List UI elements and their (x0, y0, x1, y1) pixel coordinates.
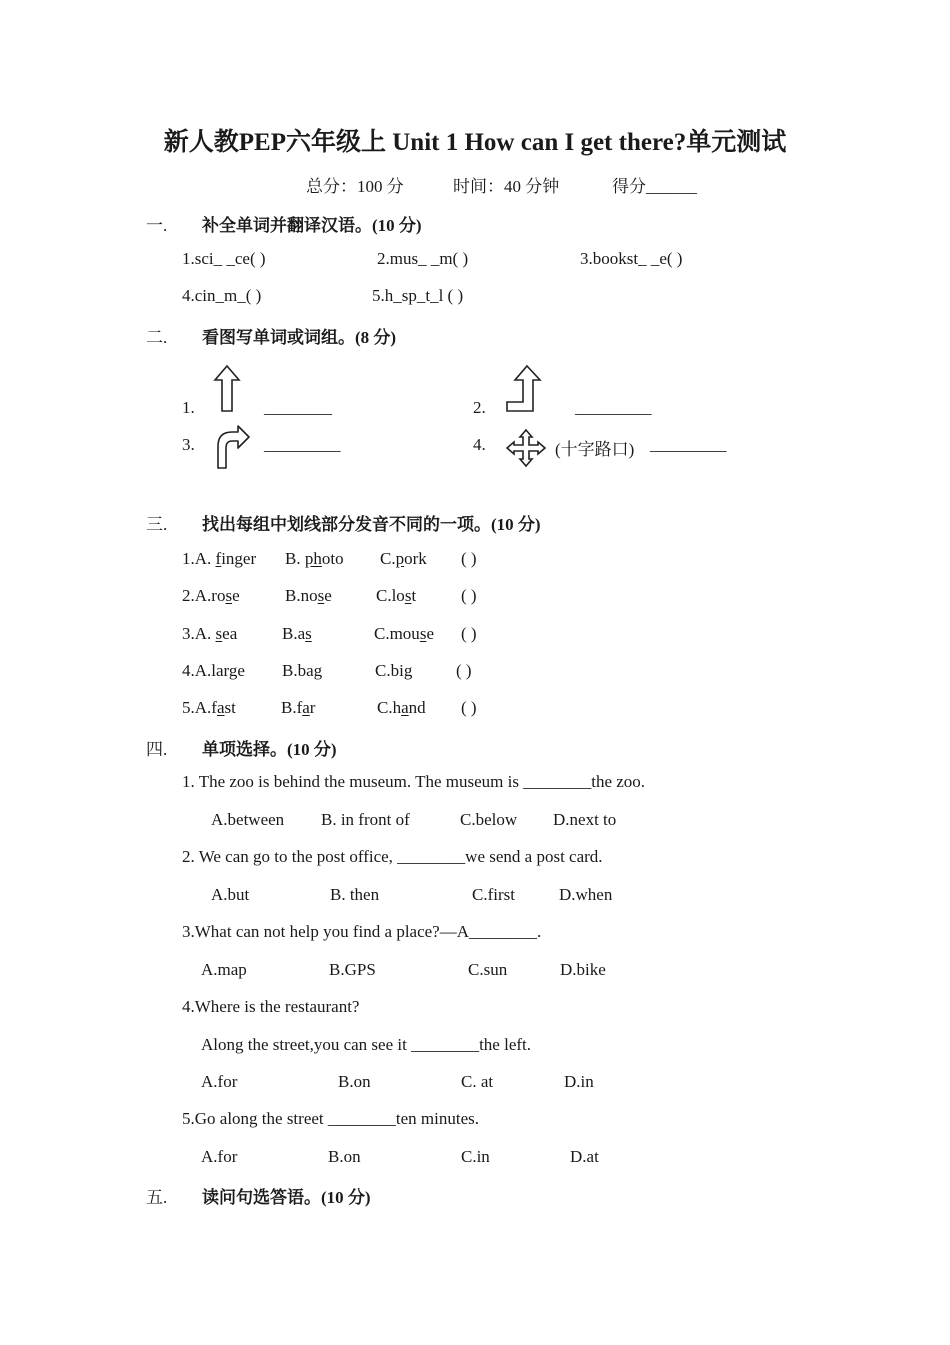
s3-row5-option-a: 5.A.fast (182, 698, 236, 717)
s4-q4-option-a: A.for (201, 1072, 238, 1091)
s4-question-4: 4.Where is the restaurant? (182, 997, 360, 1016)
s3-row3-option-a: 3.A. sea (182, 624, 238, 643)
s4-q1-option-a: A.between (211, 810, 285, 829)
s3-row3-option-c: C.mouse (374, 624, 434, 643)
s4-q2-option-d: D.when (559, 885, 613, 904)
section-4-number: 四. (146, 740, 168, 759)
s4-q3-option-a: A.map (201, 960, 247, 979)
s4-q5-option-d: D.at (570, 1147, 599, 1166)
s3-row1-option-b: B. photo (285, 549, 344, 568)
s2-item-1-blank: ________ (264, 398, 332, 417)
s3-row1-answer: ( ) (461, 549, 477, 568)
arrow-up-icon (212, 364, 242, 414)
s2-item-1-number: 1. (182, 398, 195, 417)
s4-q5-option-c: C.in (461, 1147, 490, 1166)
s4-q4-option-d: D.in (564, 1072, 594, 1091)
s4-q1-option-c: C.below (460, 810, 518, 829)
s1-item-2: 2.mus_ _m( ) (377, 249, 469, 268)
s3-row1-option-c: C.pork (380, 549, 427, 568)
s4-q2-option-c: C.first (472, 885, 515, 904)
score-field: 得分______ (612, 177, 697, 196)
s4-question-1: 1. The zoo is behind the museum. The museum is ________the zoo. (182, 772, 646, 791)
s4-q4-option-b: B.on (338, 1072, 371, 1091)
s3-row3-option-b: B.as (282, 624, 312, 643)
s4-q1-option-b: B. in front of (321, 810, 410, 829)
section-1-title: 补全单词并翻译汉语。(10 分) (202, 216, 422, 235)
s4-q3-option-d: D.bike (560, 960, 606, 979)
section-2-title: 看图写单词或词组。(8 分) (202, 328, 397, 347)
s3-row2-option-c: C.lost (376, 586, 417, 605)
s3-row4-answer: ( ) (456, 661, 472, 680)
s3-row5-answer: ( ) (461, 698, 477, 717)
s2-item-4-hint: (十字路口) (555, 440, 635, 459)
turn-left-arrow-icon (503, 364, 545, 414)
s4-q1-option-d: D.next to (553, 810, 617, 829)
s1-item-5: 5.h_sp_t_l ( ) (372, 286, 464, 305)
s4-q4-option-c: C. at (461, 1072, 494, 1091)
section-3-title: 找出每组中划线部分发音不同的一项。(10 分) (202, 515, 541, 534)
s4-q3-option-b: B.GPS (329, 960, 376, 979)
s3-row5-option-b: B.far (281, 698, 316, 717)
time-limit: 时间：40 分钟 (453, 177, 560, 196)
s3-row2-option-a: 2.A.rose (182, 586, 240, 605)
total-score: 总分：100 分 (306, 177, 404, 196)
s2-item-2-blank: _________ (575, 398, 652, 417)
s2-item-4-number: 4. (473, 435, 486, 454)
s1-item-1: 1.sci_ _ce( ) (182, 249, 266, 268)
s1-item-4: 4.cin_m_( ) (182, 286, 262, 305)
s2-item-4-blank: _________ (650, 435, 727, 454)
crossroads-icon (505, 428, 547, 468)
s2-item-3-blank: _________ (264, 435, 341, 454)
s4-q3-option-c: C.sun (468, 960, 508, 979)
section-2-number: 二. (146, 328, 168, 347)
section-5-title: 读问句选答语。(10 分) (202, 1188, 371, 1207)
section-3-number: 三. (146, 515, 168, 534)
s3-row4-option-b: B.bag (282, 661, 323, 680)
s3-row5-option-c: C.hand (377, 698, 426, 717)
section-4-title: 单项选择。(10 分) (202, 740, 337, 759)
s3-row2-answer: ( ) (461, 586, 477, 605)
s3-row4-option-c: C.big (375, 661, 413, 680)
s1-item-3: 3.bookst_ _e( ) (580, 249, 683, 268)
s4-question-2: 2. We can go to the post office, ________we send a post card. (182, 847, 603, 866)
s4-q5-option-a: A.for (201, 1147, 238, 1166)
s3-row1-option-a: 1.A. finger (182, 549, 257, 568)
s3-row2-option-b: B.nose (285, 586, 332, 605)
section-5-number: 五. (146, 1188, 168, 1207)
s3-row4-option-a: 4.A.large (182, 661, 245, 680)
s2-item-3-number: 3. (182, 435, 195, 454)
s4-question-3: 3.What can not help you find a place?—A________. (182, 922, 542, 941)
page-title: 新人教PEP六年级上 Unit 1 How can I get there?单元测试 (163, 129, 787, 156)
s4-q5-option-b: B.on (328, 1147, 361, 1166)
s3-row3-answer: ( ) (461, 624, 477, 643)
turn-right-arrow-icon (212, 424, 252, 470)
s4-question-4-line-2: Along the street,you can see it ________the left. (201, 1035, 531, 1054)
s4-q2-option-b: B. then (330, 885, 380, 904)
s4-q2-option-a: A.but (211, 885, 250, 904)
s4-question-5: 5.Go along the street ________ten minutes. (182, 1109, 479, 1128)
s2-item-2-number: 2. (473, 398, 486, 417)
section-1-number: 一. (146, 216, 168, 235)
